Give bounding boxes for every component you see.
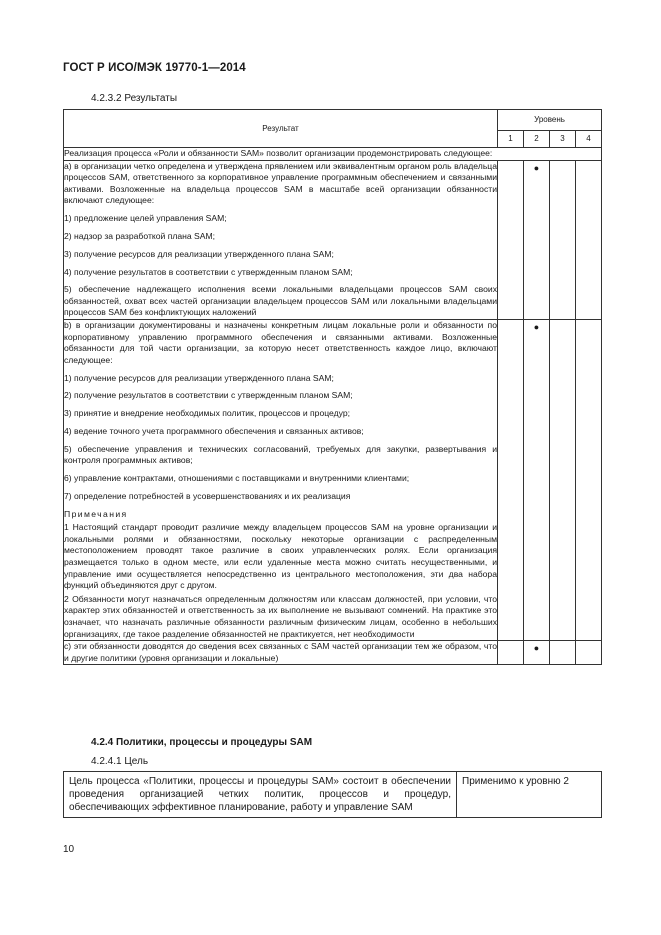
row-c-text: с) эти обязанности доводятся до сведения всех связанных с SAM частей организации тем же образом, что и другие политики (уровня организации и локальные) (64, 641, 498, 665)
row-c-level-3 (550, 641, 576, 665)
row-a-line: 5) обеспечение надлежащего исполнения всеми локальными владельцами процессов SAM своих обязанностей, охват всех частей организации владельцем процессов SAM или локальными владельцами процессов SAM без конфликтующих наложений (64, 284, 497, 318)
level-2: 2 (524, 131, 550, 148)
goal-applicability: Применимо к уровню 2 (457, 772, 602, 818)
document-code: ГОСТ Р ИСО/МЭК 19770-1—2014 (63, 62, 246, 74)
row-b-level-2-mark: ● (524, 320, 550, 641)
row-a-line: 3) получение ресурсов для реализации утвержденного плана SAM; (64, 248, 334, 259)
row-c-level-4 (576, 641, 602, 665)
row-a (64, 160, 602, 319)
row-b-line: 5) обеспечение управления и технических согласований, требуемых для закупки, развертывания и контроля программных активов; (64, 443, 497, 466)
row-c-level-1 (498, 641, 524, 665)
subsubsection-title: 4.2.4.1 Цель (91, 756, 149, 767)
row-b-line: 1) получение ресурсов для реализации утвержденного плана SAM; (64, 372, 334, 383)
row-b-level-4 (576, 320, 602, 641)
row-a-line: а) в организации четко определена и утверждена прявлением или эквивалентным органом роль владельца процессов SAM, ответственного за корпоративное управление программным обеспечением и связанными активами. Возложенные на владельца процессов SAM в масштабе всей организации обязанности включают следующее: (64, 160, 497, 206)
note-2: 2 Обязанности могут назначаться определенным должностям или классам должностей, при условии, что характер этих обязанностей и ответственность за их выполнение не вызывают сомнений. На практике это означает, что назначать различные обязанности различным физическим лицам, особенно в небольших организациях, где такое разделение обязанностей не практикуется, нет необходимости (64, 593, 497, 639)
row-c-level-2-mark: ● (524, 641, 550, 665)
level-3: 3 (550, 131, 576, 148)
level-4: 4 (576, 131, 602, 148)
intro-row: Реализация процесса «Роли и обязанности SAM» позволит организации продемонстрировать следующее: (64, 148, 602, 161)
header-level: Уровень (498, 110, 602, 131)
row-b-level-3 (550, 320, 576, 641)
goal-table (63, 771, 602, 818)
results-table (63, 109, 602, 665)
row-a-text (64, 160, 498, 319)
row-a-level-1 (498, 160, 524, 319)
row-b-line: 3) принятие и внедрение необходимых политик, процессов и процедур; (64, 408, 351, 419)
row-a-line: 1) предложение целей управления SAM; (64, 213, 227, 224)
note-1: 1 Настоящий стандарт проводит различие между владельцем процессов SAM на уровне организации и локальными ролями и обязанностями, поскольку некоторые организации с распределенным местоположением проводят такое различие в своих управленческих ролях. Если организация размещается только в одном месте, или если удаленные места можно считать несущественными, и управление ими осуществляется непосредственно из центрального местоположения, эти два набора функций объединяются друг с другом. (64, 522, 497, 591)
row-a-line: 4) получение результатов в соответствии с утвержденным планом SAM; (64, 266, 353, 277)
goal-text: Цель процесса «Политики, процессы и процедуры SAM» состоит в обеспечении проведения организацией четких политик, процессов и процедур, обеспечивающих эффективное планирование, работу и управление SAM (64, 772, 457, 818)
row-c (64, 641, 602, 665)
row-b-text (64, 320, 498, 641)
row-a-level-2-mark: ● (524, 160, 550, 319)
row-a-level-4 (576, 160, 602, 319)
header-result: Результат (64, 110, 498, 148)
row-b (64, 320, 602, 641)
page-number: 10 (63, 844, 75, 855)
row-b-line: b) в организации документированы и назначены конкретным лицам локальные роли и обязанности по корпоративному управлению программного обеспечения и связанными активами. Возложенные обязанности для той части организации, за которую несет ответственность каждое лицо, включают следующее: (64, 320, 497, 365)
row-b-level-1 (498, 320, 524, 641)
row-a-level-3 (550, 160, 576, 319)
row-a-line: 2) надзор за разработкой плана SAM; (64, 230, 216, 241)
row-b-line: 6) управление контрактами, отношениями с поставщиками и внутренними клиентами; (64, 473, 410, 484)
level-1: 1 (498, 131, 524, 148)
section-title: 4.2.3.2 Результаты (91, 93, 178, 104)
row-b-line: 7) определение потребностей в усовершенствованиях и их реализация (64, 490, 351, 501)
row-b-line: 4) ведение точного учета программного обеспечения и связанных активов; (64, 425, 364, 436)
subsection-title: 4.2.4 Политики, процессы и процедуры SAM (91, 737, 313, 748)
row-b-line: 2) получение результатов в соответствии с утвержденным планом SAM; (64, 390, 353, 401)
notes-title: Примечания (64, 508, 128, 519)
